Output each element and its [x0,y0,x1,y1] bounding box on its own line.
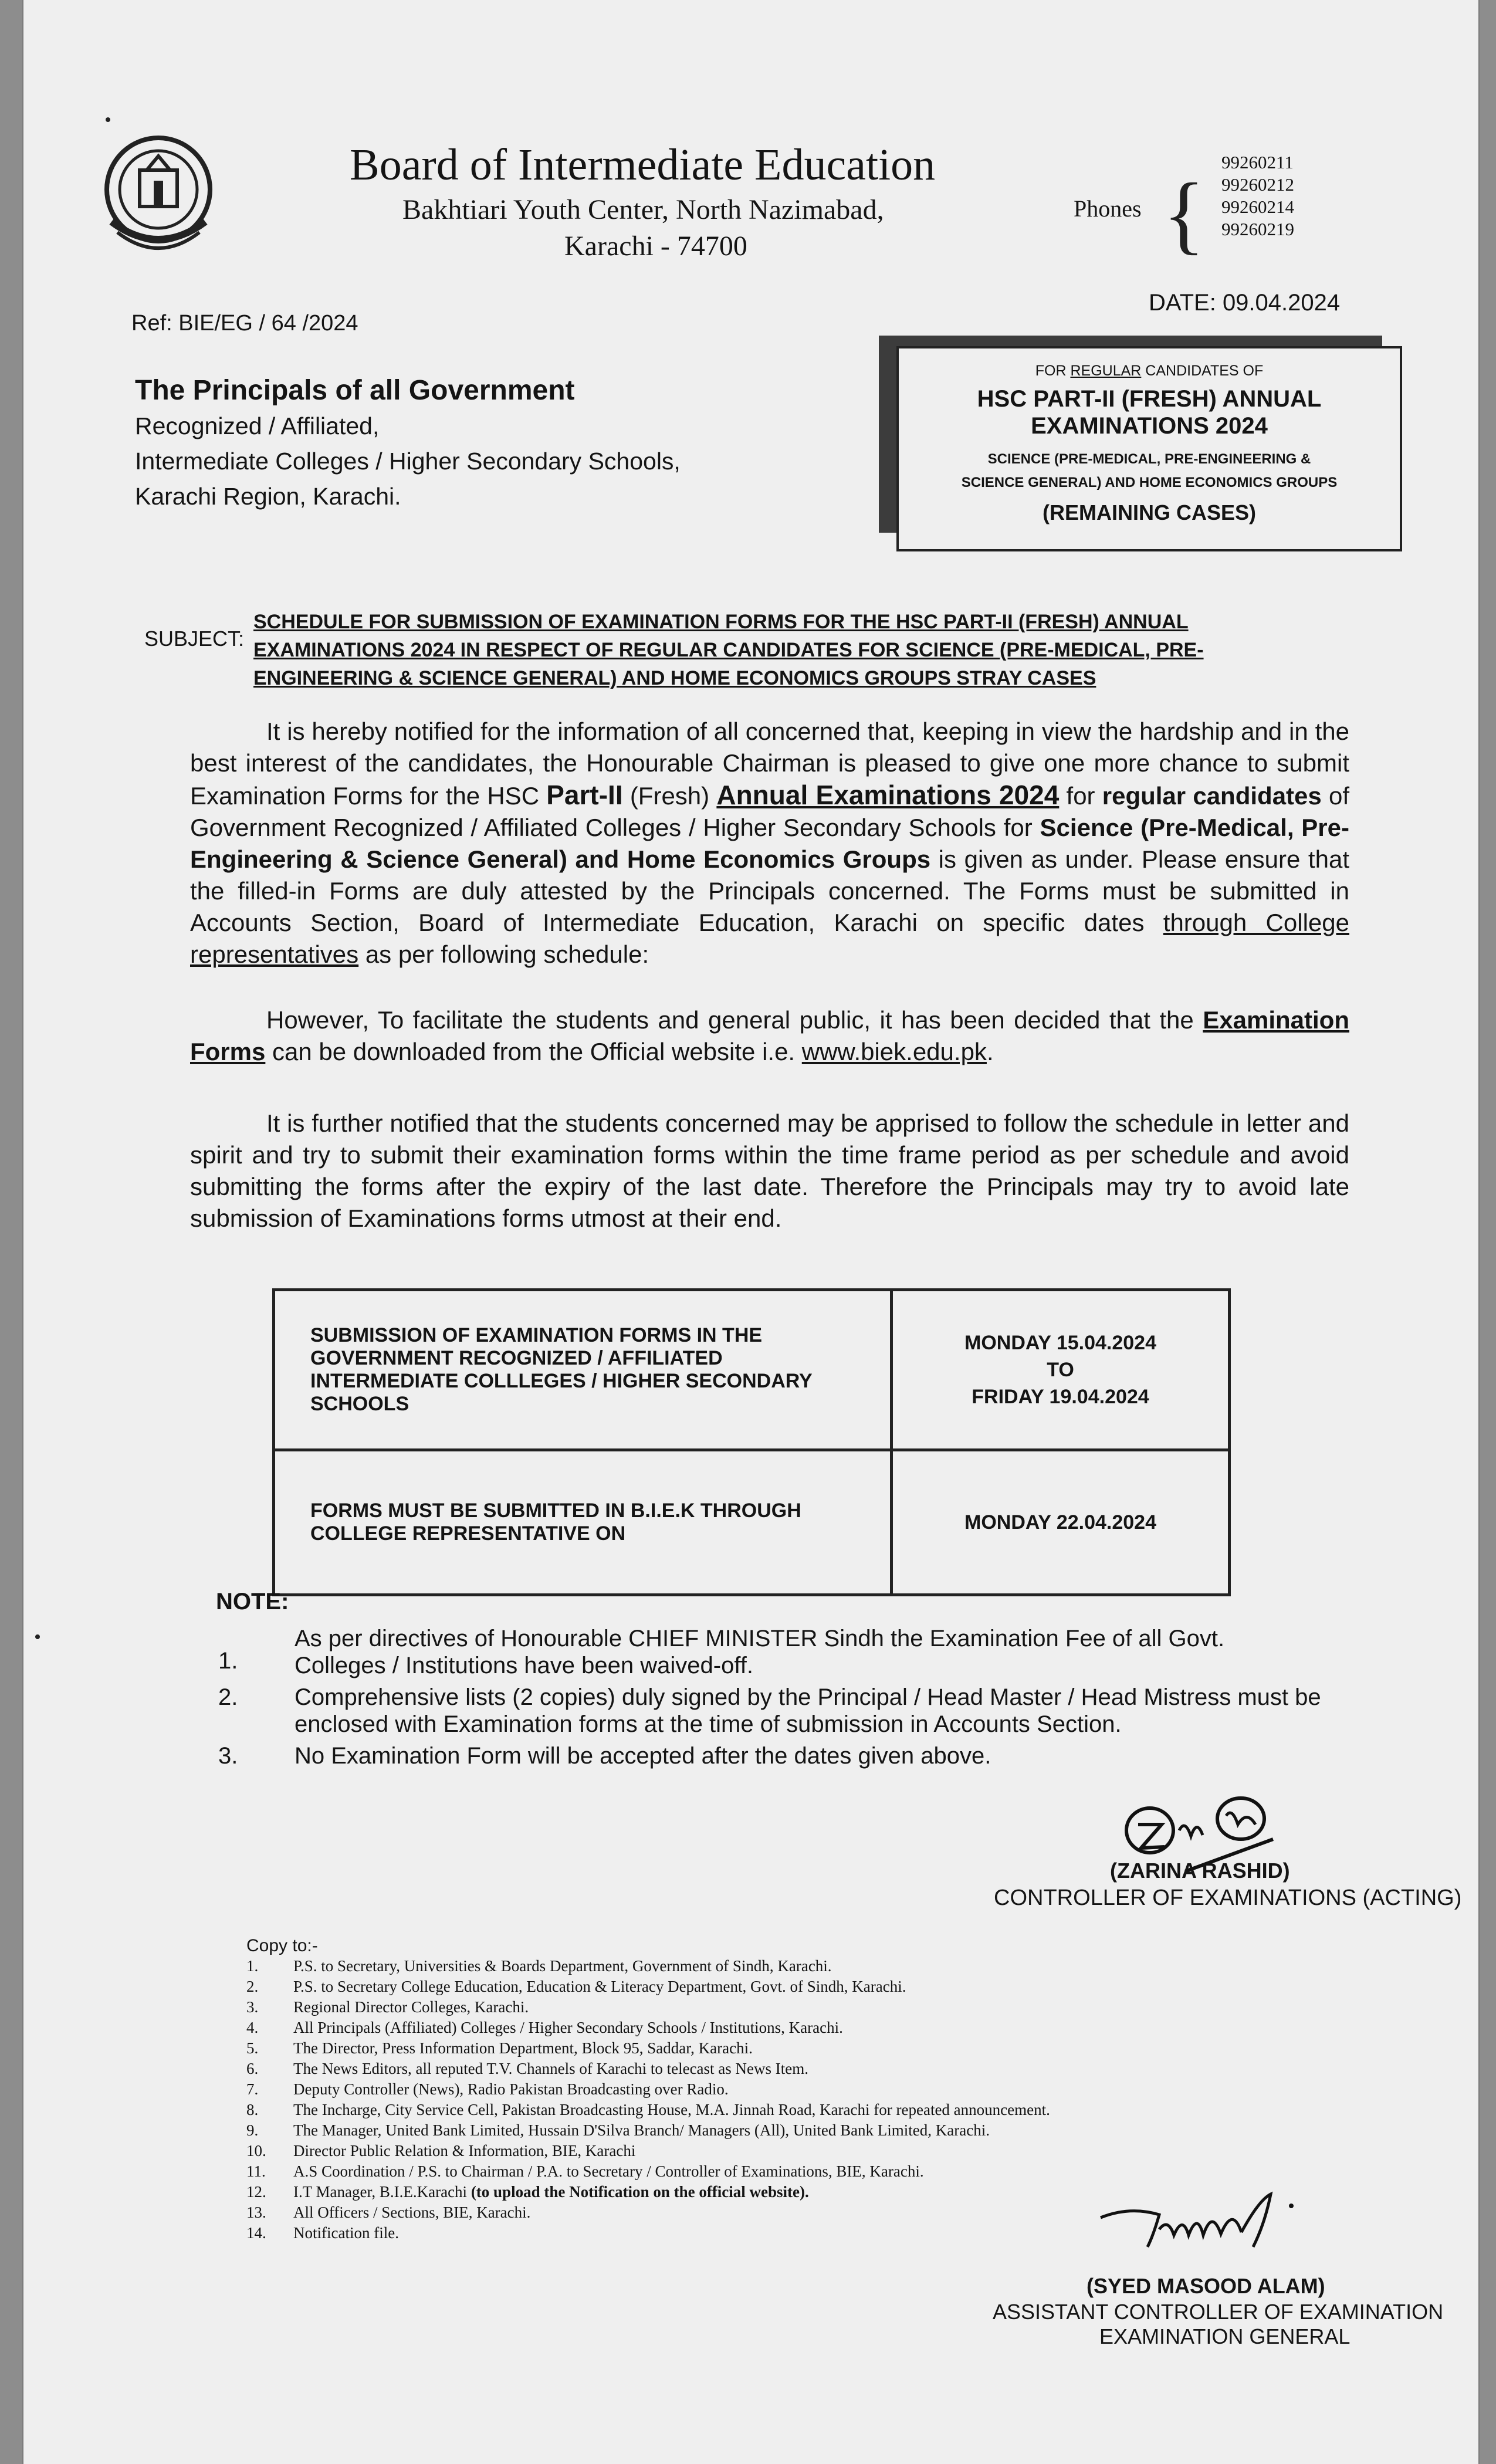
note-number: 3. [218,1743,238,1769]
phone-number: 99260219 [1221,219,1294,239]
copy-to-item: 6. The News Editors, all reputed T.V. Channels of Karachi to telecast as News Item. [246,2060,809,2077]
board-title: Board of Intermediate Education [350,140,936,189]
copy-to-title: Copy to:- [246,1936,318,1955]
note-text: As per directives of Honourable CHIEF MINISTER Sindh the Examination Fee of all Govt. Colleges / Institutions have been waived-off. [295,1626,1225,1678]
addressee-line: Recognized / Affiliated, [135,412,380,439]
copy-to-item: 5. The Director, Press Information Department, Block 95, Saddar, Karachi. [246,2039,753,2057]
addressee-line: Karachi Region, Karachi. [135,483,401,510]
scan-speck [35,1634,40,1639]
note-number: 1. [218,1648,238,1674]
copy-to-item: 7. Deputy Controller (News), Radio Pakistan Broadcasting over Radio. [246,2080,729,2098]
phone-number: 99260211 [1221,152,1294,172]
assistant-controller-signature [1095,2182,1306,2265]
board-logo-emblem [100,134,217,263]
note-item [218,1742,1321,1769]
copy-to-item: 11. A.S Coordination / P.S. to Chairman / P.A. to Secretary / Controller of Examinations, BIE, Karachi. [246,2162,924,2180]
note-item [218,1684,1321,1738]
board-address-line1: Bakhtiari Youth Center, North Nazimabad, [402,194,884,225]
phones-brace: { [1163,165,1205,263]
copy-to-list [246,1956,1244,2243]
scan-speck [106,117,110,122]
phones-list [1221,151,1294,241]
reference-number: Ref: BIE/EG / 64 /2024 [131,311,358,336]
schedule-row [274,1290,1230,1450]
notice-box-remaining: (REMAINING CASES) [1042,500,1256,524]
signatory-name: (SYED MASOOD ALAM) [1087,2274,1325,2298]
copy-to-item: 4. All Principals (Affiliated) Colleges / Higher Secondary Schools / Institutions, Karachi. [246,2019,843,2036]
phone-number: 99260214 [1221,197,1294,217]
note-title: NOTE: [216,1589,289,1615]
notes-list [218,1596,1321,1769]
copy-to-item: 10. Director Public Relation & Information, BIE, Karachi [246,2142,636,2160]
schedule-dates: MONDAY 22.04.2024 [892,1450,1230,1595]
addressee-line: Intermediate Colleges / Higher Secondary Schools, [135,448,681,475]
body-paragraph-2: However, To facilitate the students and general public, it has been decided that the Examination Forms can be downloaded from the Official website i.e. www.biek.edu.pk. [190,1006,1349,1065]
board-address-line2: Karachi - 74700 [564,231,747,262]
signatory-title: ASSISTANT CONTROLLER OF EXAMINATION [993,2300,1444,2324]
website-link[interactable]: www.biek.edu.pk [801,1038,987,1065]
phone-number: 99260212 [1221,174,1294,195]
copy-to-item: 9. The Manager, United Bank Limited, Hussain D'Silva Branch/ Managers (All), United Bank Limited, Karachi. [246,2121,990,2139]
copy-to-item: 14. Notification file. [246,2224,399,2242]
phones-label: Phones [1074,195,1142,222]
body-paragraph-3: It is further notified that the students concerned may be apprised to follow the schedule in letter and spirit and try to submit their examination forms within the time frame period as per schedule and avoid submitting the forms after the expiry of the last date. Therefore the Principals may try to avoid late submission of Examinations forms utmost at their end. [190,1109,1349,1232]
signatory-title: CONTROLLER OF EXAMINATIONS (ACTING) [994,1886,1462,1910]
copy-to-item: 3. Regional Director Colleges, Karachi. [246,1998,529,2016]
schedule-description: SUBMISSION OF EXAMINATION FORMS IN THE GOVERNMENT RECOGNIZED / AFFILIATED INTERMEDIATE COLLLEGES / HIGHER SECONDARY SCHOOLS [274,1290,892,1450]
copy-to-item: 12. I.T Manager, B.I.E.Karachi (to upload the Notification on the official website). [246,2183,809,2201]
notice-box-groups: SCIENCE (PRE-MEDICAL, PRE-ENGINEERING & SCIENCE GENERAL) AND HOME ECONOMICS GROUPS [961,451,1338,490]
signatory-name: (ZARINA RASHID) [1110,1859,1290,1883]
letter-date: DATE: 09.04.2024 [1149,290,1341,316]
copy-to-item: 1. P.S. to Secretary, Universities & Boards Department, Government of Sindh, Karachi. [246,1957,832,1975]
schedule-dates: MONDAY 15.04.2024 TO FRIDAY 19.04.2024 [892,1290,1230,1450]
note-item [218,1625,1321,1679]
addressee-block [135,373,681,514]
note-text: Comprehensive lists (2 copies) duly signed by the Principal / Head Master / Head Mistress must be enclosed with Examination forms at the time of submission in Accounts Section. [295,1684,1321,1737]
signatory-title: EXAMINATION GENERAL [1099,2324,1351,2348]
schedule-table [272,1288,1231,1596]
copy-to-item: 13. All Officers / Sections, BIE, Karachi. [246,2204,531,2221]
subject-text: SCHEDULE FOR SUBMISSION OF EXAMINATION FORMS FOR THE HSC PART-II (FRESH) ANNUAL EXAMINATIONS 2024 IN RESPECT OF REGULAR CANDIDATES FOR SCIENCE (PRE-MEDICAL, PRE-ENGINEERING & SCIENCE GENERAL) AND HOME ECONOMICS GROUPS STRAY CASES [253,611,1204,689]
body-paragraph-1: It is hereby notified for the information of all concerned that, keeping in view the hardship and in the best interest of the candidates, the Honourable Chairman is pleased to give one more chance to submit Examination Forms for the HSC Part-II (Fresh) Annual Examinations 2024 for regular candidates of Government Recognized / Affiliated Colleges / Higher Secondary Schools for Science (Pre-Medical, Pre-Engineering & Science General) and Home Economics Groups is given as under. Please ensure that the filled-in Forms are duly attested by the Principals concerned. The Forms must be submitted in Accounts Section, Board of Intermediate Education, Karachi on specific dates through College representatives as per following schedule: [190,717,1350,968]
schedule-description: FORMS MUST BE SUBMITTED IN B.I.E.K THROUGH COLLEGE REPRESENTATIVE ON [274,1450,892,1595]
notice-box [896,346,1402,551]
note-number: 2. [218,1684,238,1710]
notice-box-line: FOR REGULAR CANDIDATES OF [1035,363,1264,379]
schedule-row [274,1450,1230,1595]
copy-to-item: 2. P.S. to Secretary College Education, Education & Literacy Department, Govt. of Sindh, Karachi. [246,1978,906,1995]
subject-label: SUBJECT: [144,627,245,651]
addressee-line: The Principals of all Government [135,375,575,406]
copy-to-item: 8. The Incharge, City Service Cell, Pakistan Broadcasting House, M.A. Jinnah Road, Karachi for repeated announcement. [246,2101,1050,2118]
note-text: No Examination Form will be accepted after the dates given above. [295,1743,991,1769]
notice-box-heading: HSC PART-II (FRESH) ANNUAL EXAMINATIONS 2024 [977,386,1322,439]
